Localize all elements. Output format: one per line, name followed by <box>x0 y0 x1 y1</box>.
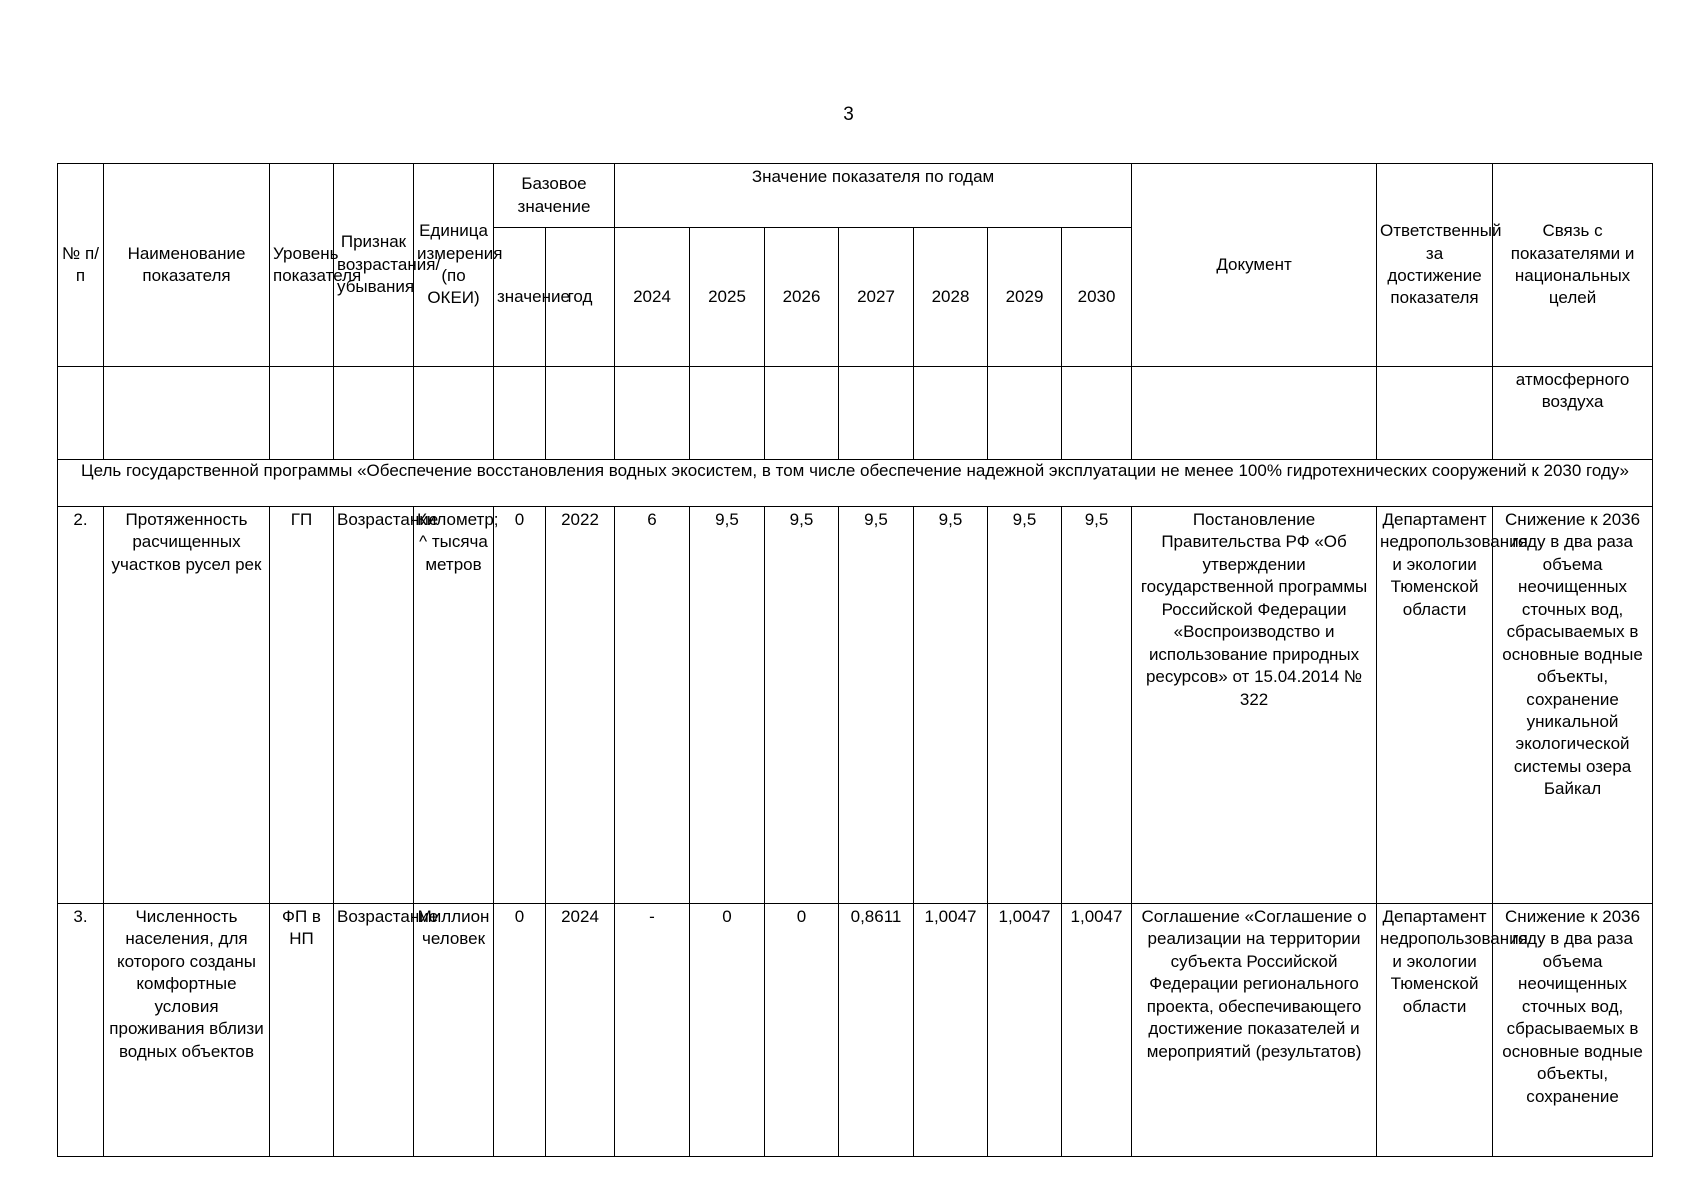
header-base-year: год <box>546 228 615 367</box>
row-value-2024: 6 <box>615 507 690 904</box>
indicators-table <box>57 163 1653 1157</box>
row-base-value: 0 <box>494 507 546 904</box>
row-link: Снижение к 2036 году в два раза объема неочищенных сточных вод, сбрасываемых в основные водные объекты, сохранение <box>1493 904 1653 1157</box>
header-year-2027: 2027 <box>839 228 914 367</box>
row-value-2027: 9,5 <box>839 507 914 904</box>
row-sign: Возрастание <box>334 507 414 904</box>
table-row <box>58 507 1653 904</box>
header-num: № п/п <box>58 164 104 367</box>
goal-text: Цель государственной программы «Обеспечение восстановления водных экосистем, в том числе обеспечение надежной эксплуатации не менее 100% гидротехнических сооружений к 2030 году» <box>58 460 1653 507</box>
header-year-2029: 2029 <box>988 228 1062 367</box>
row-value-2029: 1,0047 <box>988 904 1062 1157</box>
row-value-2029: 9,5 <box>988 507 1062 904</box>
header-year-2030: 2030 <box>1062 228 1132 367</box>
row-sign: Возрастание <box>334 904 414 1157</box>
header-base: Базовое значение <box>494 164 615 228</box>
row-value-2028: 1,0047 <box>914 904 988 1157</box>
header-year-2025: 2025 <box>690 228 765 367</box>
row-value-2024: - <box>615 904 690 1157</box>
row-base-year: 2022 <box>546 507 615 904</box>
goal-row <box>58 460 1653 507</box>
row-link: Снижение к 2036 году в два раза объема неочищенных сточных вод, сбрасываемых в основные водные объекты, сохранение уникальной экологической системы озера Байкал <box>1493 507 1653 904</box>
row-value-2026: 0 <box>765 904 839 1157</box>
header-sign: Признак возрастания/ убывания <box>334 164 414 367</box>
continuation-link: атмосферного воздуха <box>1493 367 1653 460</box>
header-unit: Единица измерения (по ОКЕИ) <box>414 164 494 367</box>
row-unit: Миллион человек <box>414 904 494 1157</box>
header-base-value: значение <box>494 228 546 367</box>
row-document: Постановление Правительства РФ «Об утверждении государственной программы Российской Федерации «Воспроизводство и использование природных ресурсов» от 15.04.2014 № 322 <box>1132 507 1377 904</box>
header-link: Связь с показателями и национальных целей <box>1493 164 1653 367</box>
header-year-2028: 2028 <box>914 228 988 367</box>
header-row-1 <box>58 164 1653 228</box>
row-level: ФП в НП <box>270 904 334 1157</box>
row-responsible: Департамент недропользования и экологии Тюменской области <box>1377 904 1493 1157</box>
row-name: Протяженность расчищенных участков русел рек <box>104 507 270 904</box>
row-value-2028: 9,5 <box>914 507 988 904</box>
header-level: Уровень показателя <box>270 164 334 367</box>
header-year-2024: 2024 <box>615 228 690 367</box>
header-document: Документ <box>1132 164 1377 367</box>
row-num: 2. <box>58 507 104 904</box>
header-name: Наименование показателя <box>104 164 270 367</box>
row-num: 3. <box>58 904 104 1157</box>
row-value-2026: 9,5 <box>765 507 839 904</box>
table-row <box>58 904 1653 1157</box>
row-level: ГП <box>270 507 334 904</box>
row-document: Соглашение «Соглашение о реализации на территории субъекта Российской Федерации регионального проекта, обеспечивающего достижение показателей и мероприятий (результатов) <box>1132 904 1377 1157</box>
page-number: 3 <box>843 104 854 125</box>
row-value-2025: 0 <box>690 904 765 1157</box>
header-year-2026: 2026 <box>765 228 839 367</box>
row-responsible: Департамент недропользования и экологии Тюменской области <box>1377 507 1493 904</box>
row-unit: Километр; ^ тысяча метров <box>414 507 494 904</box>
row-base-year: 2024 <box>546 904 615 1157</box>
row-value-2030: 9,5 <box>1062 507 1132 904</box>
continuation-row <box>58 367 1653 460</box>
header-responsible: Ответственный за достижение показателя <box>1377 164 1493 367</box>
row-value-2030: 1,0047 <box>1062 904 1132 1157</box>
header-years-title: Значение показателя по годам <box>615 164 1132 228</box>
row-name: Численность населения, для которого созданы комфортные условия проживания вблизи водных объектов <box>104 904 270 1157</box>
row-base-value: 0 <box>494 904 546 1157</box>
row-value-2025: 9,5 <box>690 507 765 904</box>
row-value-2027: 0,8611 <box>839 904 914 1157</box>
